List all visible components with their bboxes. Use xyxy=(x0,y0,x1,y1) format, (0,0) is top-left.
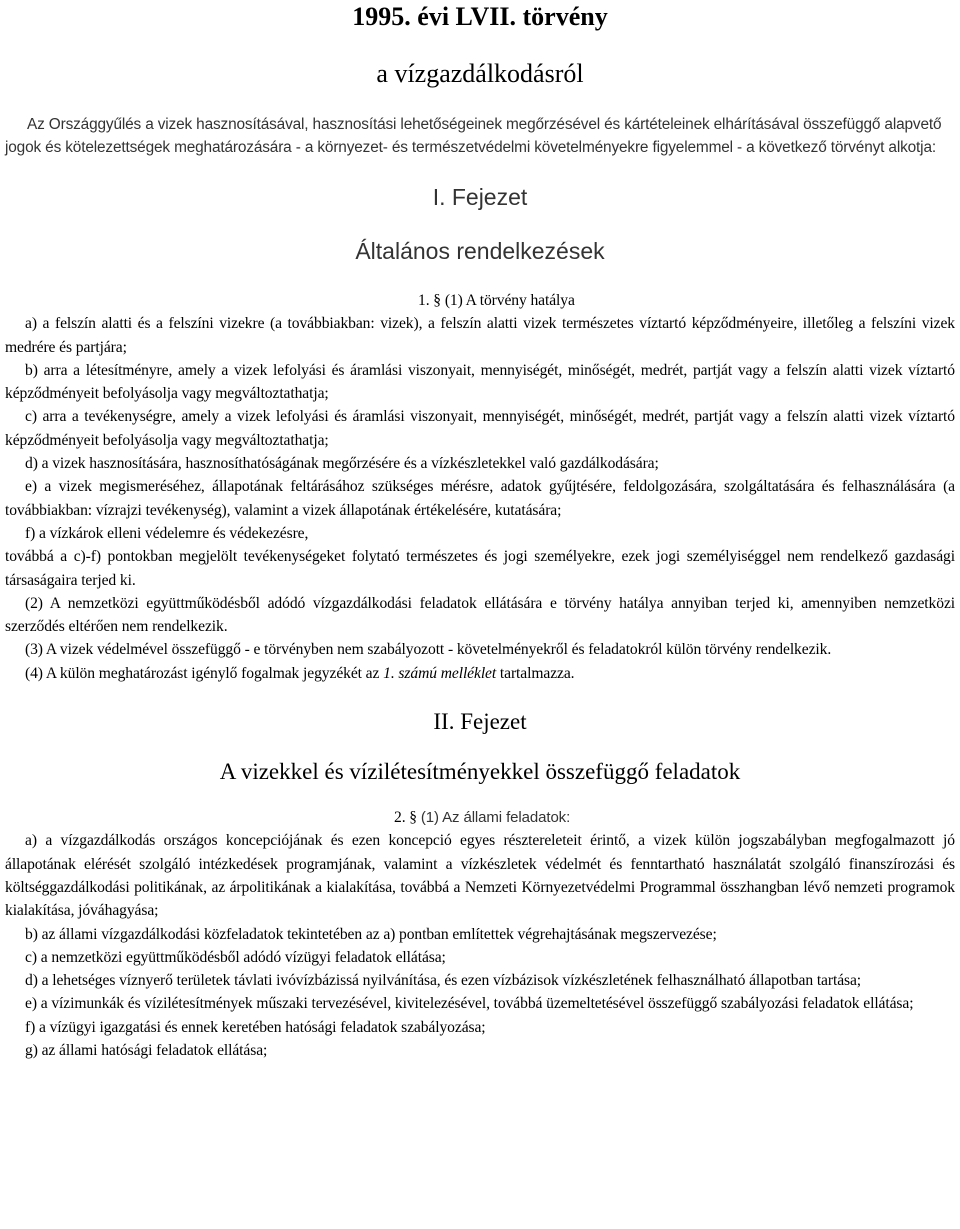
section-1-label: 1. § xyxy=(418,292,441,309)
preamble: Az Országgyűlés a vizek hasznosításával, hasznosítási lehetőségeinek megőrzésével és kártételeinek elhárításával összefüggő alapvető jogok és kötelezettségek meghatározására - a környezet- és természetvédelmi követelményekre figyelemmel - a következő törvényt alkotja: xyxy=(5,116,942,156)
section-2-point-b: b) az állami vízgazdálkodási közfeladatok tekintetében az a) pontban említettek végrehajtásának megszervezése; xyxy=(25,925,717,943)
chapter-2-number: II. Fejezet xyxy=(433,709,527,735)
section-2-label: 2. § xyxy=(394,809,417,827)
document-subtitle: a vízgazdálkodásról xyxy=(376,59,584,88)
section-1-intro xyxy=(5,289,955,312)
section-2-point-c: c) a nemzetközi együttműködésből adódó vízügyi feladatok ellátása; xyxy=(25,948,446,966)
chapter-1-number: I. Fejezet xyxy=(432,184,528,210)
section-1-point-f: f) a vízkárok elleni védelemre és védekezésre, xyxy=(25,524,309,542)
section-2-intro xyxy=(5,806,955,829)
section-1-subsection-2: (2) A nemzetközi együttműködésből adódó vízgazdálkodási feladatok ellátására e törvény hatálya annyiban terjed ki, amennyiben nemzetközi szerződés eltérően nem rendelkezik. xyxy=(5,594,955,636)
section-2-subsection-1: (1) Az állami feladatok: xyxy=(420,809,571,827)
section-2-point-e: e) a vízimunkák és vízilétesítmények műszaki tervezésével, kivitelezésével, továbbá üzemeltetésével összefüggő szabályozási feladatok ellátása; xyxy=(25,995,914,1013)
subsection-4-text-after: tartalmazza. xyxy=(496,664,575,682)
document-title: 1995. évi LVII. törvény xyxy=(352,2,608,31)
chapter-2-title: A vizekkel és vízilétesítményekkel összefüggő feladatok xyxy=(219,759,741,785)
section-1-subsection-4 xyxy=(5,662,955,685)
section-1-point-c: c) arra a tevékenységre, amely a vizek lefolyási és áramlási viszonyait, mennyiségét, minőségét, medrét, partját vagy a felszín alatti vizek víztartó képződményeit befolyásolja vagy megváltoztathatja; xyxy=(5,408,955,449)
section-1-subsection-1: (1) A törvény hatálya xyxy=(444,292,575,309)
section-1-point-a: a) a felszín alatti és a felszíni vizekre (a továbbiakban: vizek), a felszín alatti vizek természetes víztartó képződményeire, illetőleg a felszíni vizek medrére és partjára; xyxy=(5,315,955,356)
section-2-point-g: g) az állami hatósági feladatok ellátása; xyxy=(25,1042,268,1060)
section-1-point-b: b) arra a létesítményre, amely a vizek lefolyási és áramlási viszonyait, mennyiségét, minőségét, medrét, partját vagy a felszín alatti vizek víztartó képződményeit befolyásolja vagy megváltoztathatja; xyxy=(5,361,955,403)
subsection-4-text-before: (4) A külön meghatározást igénylő fogalmak jegyzékét az xyxy=(25,664,384,682)
section-1-point-d: d) a vizek hasznosítására, hasznosíthatóságának megőrzésére és a vízkészletekkel való gazdálkodására; xyxy=(25,455,659,473)
chapter-1-title: Általános rendelkezések xyxy=(355,238,605,264)
annex-1-reference: 1. számú melléklet xyxy=(383,664,497,682)
section-1-subsection-3: (3) A vizek védelmével összefüggő - e törvényben nem szabályozott - követelményekről és feladatokról külön törvény rendelkezik. xyxy=(25,641,832,659)
section-2-point-d: d) a lehetséges víznyerő területek távlati ivóvízbázissá nyilvánítása, és ezen vízbázisok vízkészletének felhasználható állapotban tartása; xyxy=(25,972,862,990)
section-2-point-f: f) a vízügyi igazgatási és ennek keretében hatósági feladatok szabályozása; xyxy=(25,1018,486,1036)
section-2-point-a: a) a vízgazdálkodás országos koncepciójának és ezen koncepció egyes résztereleteit érintő, a vizek külön jogszabályban megfogalmazott jó állapotának elérését szolgáló intézkedések programjának, valamint a vízkészletek védelmét és fenntartható használatát szolgáló finanszírozási és költséggazdálkodási politikának, az árpolitikának a kialakítása, továbbá a Nemzeti Környezetvédelmi Programmal összhangban lévő nemzeti programok kialakítása, jóváhagyása; xyxy=(5,832,955,920)
section-1-continuation: továbbá a c)-f) pontokban megjelölt tevékenységeket folytató természetes és jogi személyekre, ezek jogi személyiséggel nem rendelkező gazdasági társaságaira terjed ki. xyxy=(5,548,955,589)
section-1-point-e: e) a vizek megismeréséhez, állapotának feltárásához szükséges mérésre, adatok gyűjtésére, feldolgozására, szolgáltatására és felhasználására (a továbbiakban: vízrajzi tevékenység), valamint a vizek állapotának értékelésére, kutatására; xyxy=(5,478,955,519)
